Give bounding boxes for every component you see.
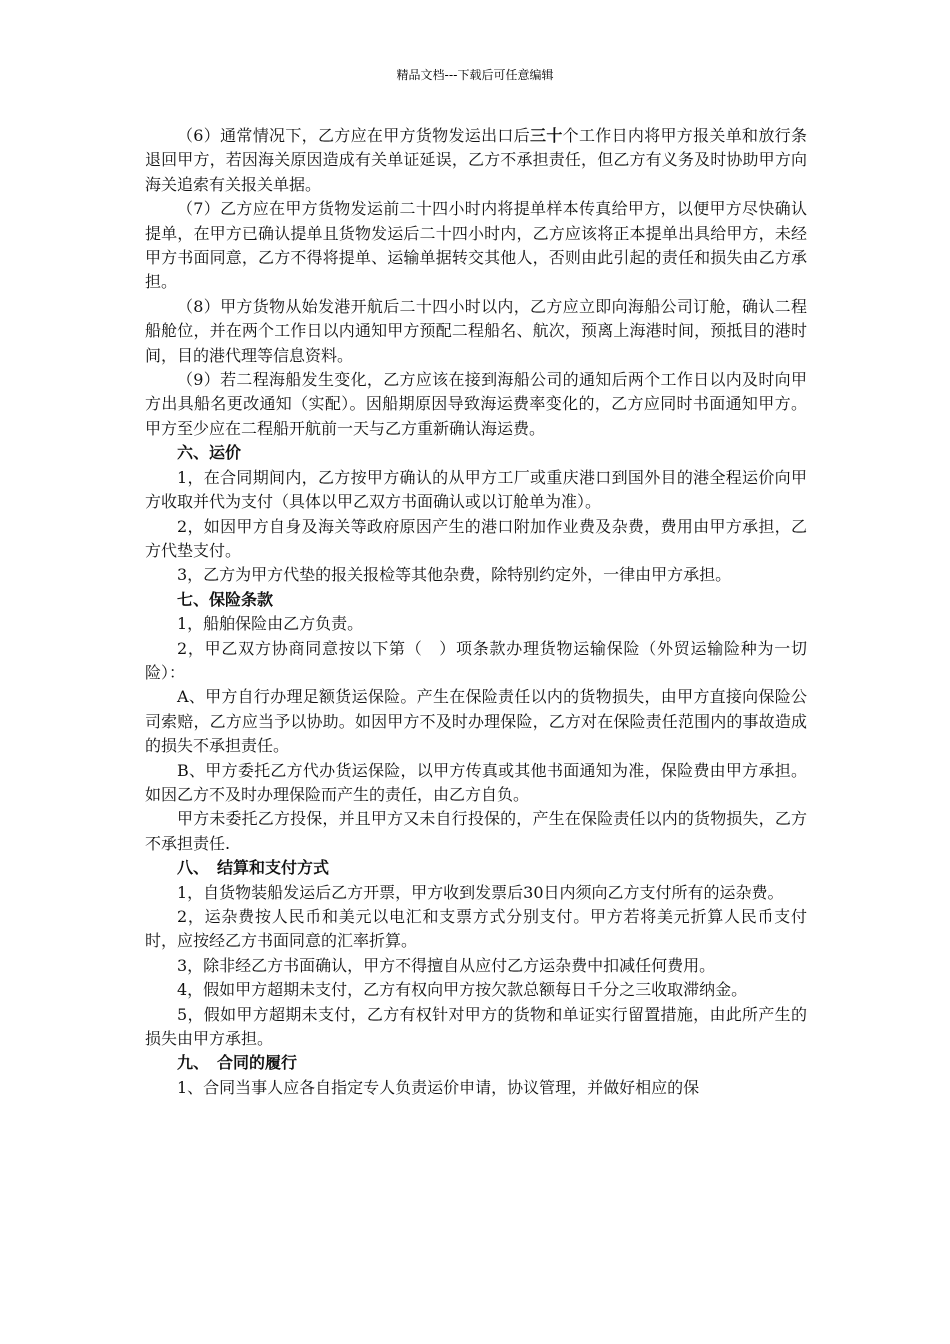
clause-8-1: 1，自货物装船发运后乙方开票，甲方收到发票后30日内须向乙方支付所有的运杂费。	[177, 882, 784, 902]
clause-5-8: （8）甲方货物从始发港开航后二十四小时以内，乙方应立即向海船公司订舱，确认二程船舱位，并在两个工作日以内通知甲方预配二程船名、航次，预离上海港时间，预抵目的港时间，目的港代理等信息资料。	[145, 296, 807, 365]
clause-7-note: 甲方未委托乙方投保，并且甲方又未自行投保的，产生在保险责任以内的货物损失，乙方不承担责任.	[145, 809, 807, 853]
clause-8-5: 5，假如甲方超期未支付，乙方有权针对甲方的货物和单证实行留置措施，由此所产生的损失由甲方承担。	[145, 1004, 807, 1049]
clause-7-a: A、甲方自行办理足额货运保险。产生在保险责任以内的货物损失，由甲方直接向保险公司索赔，乙方应当予以协助。如因甲方不及时办理保险，乙方对在保险责任范围内的事故造成的损失不承担责任。	[145, 687, 807, 756]
clause-7-1: 1，船舶保险由乙方负责。	[177, 614, 364, 634]
clause-5-9: （9）若二程海船发生变化，乙方应该在接到海船公司的通知后两个工作日以内及时向甲方出具船名更改通知（实配）。因船期原因导致海运费率变化的，乙方应同时书面通知甲方。甲方至少应在二程船开航前一天与乙方重新确认海运费。	[145, 370, 807, 438]
section-heading-9: 九、 合同的履行	[177, 1053, 298, 1073]
clause-8-2: 2，运杂费按人民币和美元以电汇和支票方式分别支付。甲方若将美元折算人民币支付时，应按经乙方书面同意的汇率折算。	[145, 907, 807, 951]
clause-8-4: 4，假如甲方超期未支付，乙方有权向甲方按欠款总额每日千分之三收取滞纳金。	[177, 980, 748, 1000]
section-heading-7: 七、保险条款	[177, 589, 274, 609]
clause-5-6: （6）通常情况下，乙方应在甲方货物发运出口后三十个工作日内将甲方报关单和放行条退回甲方，若因海关原因造成有关单证延误，乙方不承担责任，但乙方有义务及时协助甲方向海关追索有关报关单据。	[145, 126, 807, 194]
clause-5-7: （7）乙方应在甲方货物发运前二十四小时内将提单样本传真给甲方，以便甲方尽快确认提单，在甲方已确认提单且货物发运后二十四小时内，乙方应该将正本提单出具给甲方，未经甲方书面同意，乙方不得将提单、运输单据转交其他人，否则由此引起的责任和损失由乙方承担。	[145, 199, 807, 292]
clause-6-3: 3，乙方为甲方代垫的报关报检等其他杂费，除特别约定外，一律由甲方承担。	[177, 565, 732, 585]
section-heading-6: 六、运价	[177, 443, 242, 463]
clause-8-3: 3，除非经乙方书面确认，甲方不得擅自从应付乙方运杂费中扣减任何费用。	[177, 955, 716, 975]
document-body	[145, 124, 807, 1100]
clause-7-b: B、甲方委托乙方代办货运保险，以甲方传真或其他书面通知为准，保险费由甲方承担。如因乙方不及时办理保险而产生的责任，由乙方自负。	[145, 760, 807, 804]
section-heading-8: 八、 结算和支付方式	[177, 858, 330, 878]
page-header: 精品文档---下载后可任意编辑	[396, 68, 554, 82]
clause-9-1: 1、合同当事人应各自指定专人负责运价申请，协议管理，并做好相应的保	[177, 1077, 700, 1097]
clause-7-2: 2，甲乙双方协商同意按以下第（ ）项条款办理货物运输保险（外贸运输险种为一切险）：	[145, 638, 807, 682]
clause-6-1: 1，在合同期间内，乙方按甲方确认的从甲方工厂或重庆港口到国外目的港全程运价向甲方收取并代为支付（具体以甲乙双方书面确认或以订舱单为准）。	[145, 467, 807, 512]
clause-6-2: 2，如因甲方自身及海关等政府原因产生的港口附加作业费及杂费，费用由甲方承担，乙方代垫支付。	[145, 516, 807, 560]
